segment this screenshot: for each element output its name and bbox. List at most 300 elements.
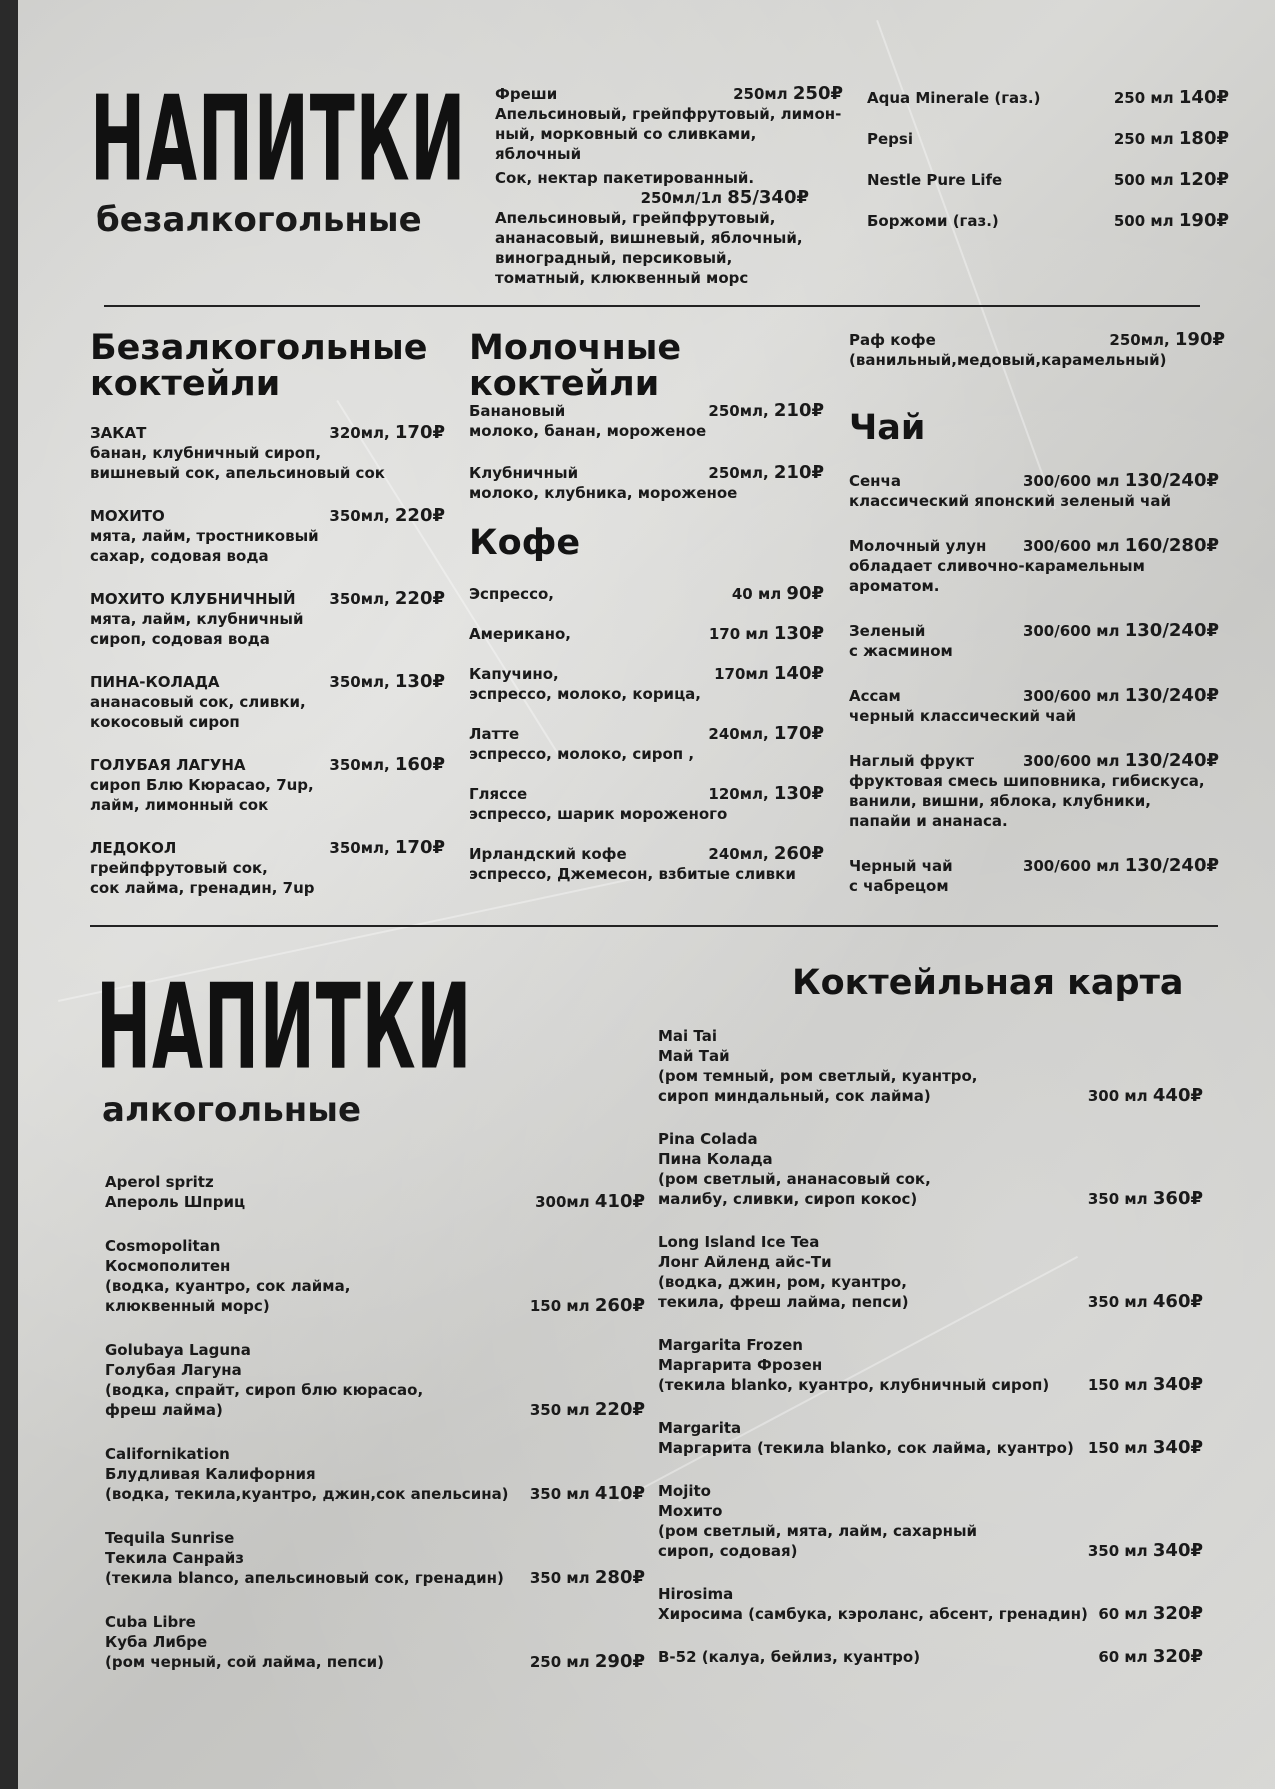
water-item (867, 129, 1229, 149)
item-price: 220₽ (594, 1399, 645, 1420)
item-row (849, 536, 1219, 556)
item-row (469, 401, 824, 421)
item-price: 170₽ (773, 723, 824, 744)
item-desc: эспрессо, шарик мороженого (469, 805, 728, 823)
juice-item (495, 168, 843, 288)
item-line: Margarita Frozen (658, 1336, 803, 1354)
item-line: (текила blanco, апельсиновый сок, гренадин) (105, 1569, 504, 1587)
item-price: 170₽ (394, 837, 445, 858)
menu-item (90, 506, 445, 566)
item-price-block (530, 1296, 645, 1316)
menu-item (469, 724, 824, 764)
item-row (469, 724, 824, 744)
item-name: Молочный улун (849, 537, 987, 555)
item-desc: с жасмином (849, 642, 953, 660)
item-price: 140₽ (773, 663, 824, 684)
item-desc: мята, лайм, тростниковый (90, 527, 319, 545)
cocktail-item (658, 1481, 1203, 1561)
item-desc: молоко, банан, мороженое (469, 422, 707, 440)
item-size: 350 мл (529, 1569, 590, 1587)
item-name: Банановый (469, 402, 566, 420)
item-row (658, 1541, 1203, 1561)
item-price-block (329, 672, 445, 692)
title-line: Молочные (469, 328, 682, 368)
item-line: Текила Санрайз (105, 1549, 245, 1567)
menu-item (849, 536, 1219, 596)
cocktail-item (658, 1647, 1203, 1667)
menu-item (469, 401, 824, 441)
item-desc: грейпфрутовый сок, (90, 859, 268, 877)
item-size: 250 мл (529, 1653, 590, 1671)
cocktail-item (658, 1026, 1203, 1106)
item-line: фреш лайма) (105, 1401, 223, 1419)
hero-title: НАПИТКИ (90, 72, 467, 209)
item-row (90, 755, 445, 775)
menu-page (18, 0, 1275, 1789)
item-price-block (329, 589, 445, 609)
item-desc: банан, клубничный сироп, (90, 444, 322, 462)
item-line: Pina Colada (658, 1130, 758, 1148)
item-price-block (530, 1568, 645, 1588)
item-price-block (1023, 856, 1219, 876)
item-name: Фреши (495, 85, 558, 103)
item-name: ЛЕДОКОЛ (90, 839, 177, 857)
item-size: 240мл, (708, 845, 769, 863)
item-size: 250мл (733, 85, 788, 103)
item-row (849, 751, 1219, 771)
divider (104, 305, 1200, 307)
item-row (90, 672, 445, 692)
item-name: Aqua Minerale (газ.) (867, 89, 1041, 107)
item-price: 340₽ (1152, 1374, 1203, 1395)
item-line: клюквенный морс) (105, 1297, 270, 1315)
item-price: 130/240₽ (1124, 750, 1219, 771)
alco-title: НАПИТКИ (96, 960, 473, 1097)
item-size: 60 мл (1098, 1605, 1148, 1623)
item-size: 150 мл (1087, 1439, 1148, 1457)
item-desc: томатный, клюквенный морс (495, 269, 749, 287)
item-price: 340₽ (1152, 1540, 1203, 1561)
item-price-block (732, 584, 824, 604)
item-price-block (1023, 536, 1219, 556)
title-line: коктейли (469, 364, 660, 404)
item-name: Клубничный (469, 464, 579, 482)
item-name: ПИНА-КОЛАДА (90, 673, 220, 691)
item-price: 250₽ (792, 83, 843, 104)
item-desc: фруктовая смесь шиповника, гибискуса, (849, 772, 1205, 790)
item-row (90, 506, 445, 526)
item-line: (водка, куантро, сок лайма, (105, 1277, 351, 1295)
item-price-block (1088, 1189, 1203, 1209)
item-row (849, 471, 1219, 491)
item-line: текила, фреш лайма, пепси) (658, 1293, 909, 1311)
item-price: 360₽ (1152, 1188, 1203, 1209)
item-name: Зеленый (849, 622, 926, 640)
item-size: 350 мл (1087, 1190, 1148, 1208)
item-line: сироп, содовая) (658, 1542, 798, 1560)
item-desc: ный, морковный со сливками, яблочный (495, 125, 757, 163)
item-line: (водка, спрайт, сироп блю кюрасао, (105, 1381, 424, 1399)
item-price: 340₽ (1152, 1437, 1203, 1458)
tea-list (849, 471, 1219, 921)
softcocktails-list (90, 423, 445, 921)
item-row (658, 1647, 1203, 1667)
cocktail-item (658, 1584, 1203, 1624)
item-size: 120мл, (708, 785, 769, 803)
menu-item (849, 621, 1219, 661)
item-row (469, 584, 824, 604)
item-desc: сироп Блю Кюрасао, 7up, (90, 776, 314, 794)
item-price-block (708, 401, 824, 421)
item-name: Ирландский кофе (469, 845, 627, 863)
item-line: Aperol spritz (105, 1173, 214, 1191)
item-price-block (329, 755, 445, 775)
item-desc: классический японский зеленый чай (849, 492, 1171, 510)
item-price-block (708, 463, 824, 483)
item-row (105, 1484, 645, 1504)
item-size: 250мл, (708, 464, 769, 482)
item-line: B-52 (калуа, бейлиз, куантро) (658, 1648, 921, 1666)
item-row (469, 664, 824, 684)
item-desc: с чабрецом (849, 877, 949, 895)
cocktail-item (105, 1528, 645, 1588)
item-price: 440₽ (1152, 1085, 1203, 1106)
menu-item (469, 844, 824, 884)
item-line: Mai Tai (658, 1027, 717, 1045)
item-name: Pepsi (867, 130, 913, 148)
item-price-block (708, 844, 824, 864)
item-row (90, 589, 445, 609)
item-line: (ром светлый, мята, лайм, сахарный (658, 1522, 978, 1540)
item-line: Hirosima (658, 1585, 734, 1603)
item-price-block (530, 1400, 645, 1420)
item-price: 130/240₽ (1124, 855, 1219, 876)
divider (90, 925, 1218, 927)
item-name: Боржоми (газ.) (867, 212, 999, 230)
item-line: Голубая Лагуна (105, 1361, 242, 1379)
item-price: 140₽ (1178, 87, 1229, 108)
menu-item (849, 471, 1219, 511)
item-name: ГОЛУБАЯ ЛАГУНА (90, 756, 246, 774)
item-size: 350мл, (329, 590, 390, 608)
menu-item (849, 751, 1219, 831)
item-row (105, 1192, 645, 1212)
item-row (658, 1292, 1203, 1312)
item-line: Cuba Libre (105, 1613, 196, 1631)
item-price-block (329, 506, 445, 526)
item-line: (ром светлый, ананасовый сок, (658, 1170, 931, 1188)
item-row (469, 463, 824, 483)
item-price-block (1023, 621, 1219, 641)
item-desc: вишневый сок, апельсиновый сок (90, 464, 385, 482)
item-line: Куба Либре (105, 1633, 208, 1651)
item-line: (текила blanko, куантро, клубничный сироп) (658, 1376, 1050, 1394)
item-line: Блудливая Калифорния (105, 1465, 316, 1483)
raf-item (849, 330, 1225, 370)
item-price-block (1098, 1604, 1203, 1624)
item-name: Сенча (849, 472, 901, 490)
item-price: 460₽ (1152, 1291, 1203, 1312)
cocktail-item (105, 1612, 645, 1672)
item-price-block (714, 664, 824, 684)
item-price-block (708, 784, 824, 804)
cocktail-item (105, 1172, 645, 1212)
item-size: 250 мл (1113, 130, 1174, 148)
item-name: Американо, (469, 625, 571, 643)
item-line: Маргарита Фрозен (658, 1356, 823, 1374)
title-line: коктейли (90, 364, 281, 404)
item-name: Раф кофе (849, 331, 936, 349)
item-price-block (709, 624, 824, 644)
item-price: 130/240₽ (1124, 685, 1219, 706)
item-price-block (708, 724, 824, 744)
item-price: 130/240₽ (1124, 470, 1219, 491)
item-name: Черный чай (849, 857, 953, 875)
item-row (469, 844, 824, 864)
coffee-list (469, 584, 824, 904)
item-line: Маргарита (текила blanko, сок лайма, куантро) (658, 1439, 1074, 1457)
item-price: 220₽ (394, 505, 445, 526)
softcocktails-title (90, 330, 427, 402)
item-price-block (329, 838, 445, 858)
cocktail-item (658, 1232, 1203, 1312)
item-size: 350 мл (529, 1401, 590, 1419)
item-size: 300/600 мл (1022, 857, 1120, 875)
item-price: 220₽ (394, 588, 445, 609)
item-desc: обладает сливочно-карамельным ароматом. (849, 557, 1145, 595)
item-price-block (1088, 1086, 1203, 1106)
item-row (90, 838, 445, 858)
cocktailcard-list (658, 1026, 1203, 1690)
item-line: Tequila Sunrise (105, 1529, 235, 1547)
item-price-block (329, 423, 445, 443)
milk-title (469, 330, 681, 402)
menu-item (90, 672, 445, 732)
alco-left-list (105, 1172, 645, 1696)
item-price-block (1023, 471, 1219, 491)
item-price: 160/280₽ (1124, 535, 1219, 556)
item-row (658, 1375, 1203, 1395)
item-name: МОХИТО КЛУБНИЧНЫЙ (90, 590, 296, 608)
item-price: 210₽ (773, 400, 824, 421)
item-desc: ванили, вишни, яблока, клубники, (849, 792, 1151, 810)
item-size: 350 мл (1087, 1542, 1148, 1560)
item-price: 170₽ (394, 422, 445, 443)
item-name: Капучино, (469, 665, 559, 683)
fresh-item (495, 84, 843, 164)
item-price-block (1088, 1438, 1203, 1458)
item-size: 350мл, (329, 673, 390, 691)
milk-list (469, 401, 824, 525)
item-size: 300/600 мл (1022, 687, 1120, 705)
item-name: ЗАКАТ (90, 424, 147, 442)
menu-item (469, 584, 824, 604)
item-line: Cosmopolitan (105, 1237, 221, 1255)
item-size: 350мл, (329, 756, 390, 774)
item-line: сироп миндальный, сок лайма) (658, 1087, 931, 1105)
cocktail-item (105, 1236, 645, 1316)
item-price-block (530, 1484, 645, 1504)
menu-item (90, 838, 445, 898)
item-line: малибу, сливки, сироп кокос) (658, 1190, 918, 1208)
water-item (867, 211, 1229, 231)
item-size: 170мл (714, 665, 769, 683)
coffee-title: Кофе (469, 523, 581, 563)
item-price-block (1088, 1541, 1203, 1561)
alco-subtitle: алкогольные (102, 1090, 362, 1130)
waters-list (867, 88, 1229, 231)
item-line: Лонг Айленд айс-Ти (658, 1253, 832, 1271)
menu-item (90, 755, 445, 815)
item-size: 500 мл (1113, 212, 1174, 230)
item-price-block (1023, 686, 1219, 706)
item-row (90, 423, 445, 443)
item-name: Наглый фрукт (849, 752, 975, 770)
cocktail-item (658, 1418, 1203, 1458)
cocktailcard-title: Коктейльная карта (792, 963, 1184, 1003)
item-size: 320мл, (329, 424, 390, 442)
item-size: 350мл, (329, 839, 390, 857)
item-price: 190₽ (1174, 329, 1225, 350)
item-desc: сироп, содовая вода (90, 630, 270, 648)
item-price-block (530, 1652, 645, 1672)
item-desc: эспрессо, молоко, сироп , (469, 745, 695, 763)
item-price: 130₽ (773, 783, 824, 804)
item-name: Эспрессо, (469, 585, 554, 603)
menu-item (90, 589, 445, 649)
menu-item (469, 664, 824, 704)
item-price: 85/340₽ (727, 187, 809, 208)
menu-item (469, 624, 824, 644)
item-size: 240мл, (708, 725, 769, 743)
item-line: Golubaya Laguna (105, 1341, 251, 1359)
item-row (849, 856, 1219, 876)
item-line: Пина Колада (658, 1150, 773, 1168)
item-size: 300/600 мл (1022, 622, 1120, 640)
item-row (658, 1604, 1203, 1624)
item-size: 250 мл (1113, 89, 1174, 107)
item-desc: кокосовый сироп (90, 713, 240, 731)
item-price: 290₽ (594, 1651, 645, 1672)
item-price: 410₽ (594, 1483, 645, 1504)
item-desc: папайи и ананаса. (849, 812, 1008, 830)
hero-subtitle: безалкогольные (96, 200, 422, 240)
item-name: МОХИТО (90, 507, 165, 525)
tea-title: Чай (849, 408, 926, 448)
item-size: 170 мл (708, 625, 769, 643)
item-size: 300/600 мл (1022, 752, 1120, 770)
item-desc: Апельсиновый, грейпфрутовый, лимон- (495, 105, 842, 123)
item-desc: молоко, клубника, мороженое (469, 484, 738, 502)
item-line: Космополитен (105, 1257, 231, 1275)
item-desc: черный классический чай (849, 707, 1077, 725)
item-row (105, 1652, 645, 1672)
cocktail-item (105, 1444, 645, 1504)
item-size: 150 мл (529, 1297, 590, 1315)
item-line: (ром темный, ром светлый, куантро, (658, 1067, 978, 1085)
item-row (849, 686, 1219, 706)
water-item (867, 170, 1229, 190)
item-size: 250мл, (1109, 331, 1170, 349)
item-row (105, 1400, 645, 1420)
item-size: 150 мл (1087, 1376, 1148, 1394)
item-price: 190₽ (1178, 210, 1229, 231)
item-row (469, 624, 824, 644)
item-price-block (1023, 751, 1219, 771)
item-size: 300мл (535, 1193, 590, 1211)
item-size: 350 мл (529, 1485, 590, 1503)
item-desc: ананасовый сок, сливки, (90, 693, 306, 711)
item-row (469, 784, 824, 804)
item-price: 320₽ (1152, 1603, 1203, 1624)
item-price: 260₽ (773, 843, 824, 864)
item-price-block (1088, 1375, 1203, 1395)
item-desc: Апельсиновый, грейпфрутовый, (495, 209, 776, 227)
item-price: 120₽ (1178, 169, 1229, 190)
item-size: 250мл/1л (640, 189, 723, 207)
item-row (105, 1296, 645, 1316)
cocktail-item (658, 1335, 1203, 1395)
item-line: Мохито (658, 1502, 723, 1520)
item-size: 60 мл (1098, 1648, 1148, 1666)
item-desc: эспрессо, Джемесон, взбитые сливки (469, 865, 796, 883)
item-desc: (ванильный,медовый,карамельный) (849, 351, 1167, 369)
item-price-block (1098, 1647, 1203, 1667)
item-row (658, 1438, 1203, 1458)
item-desc: мята, лайм, клубничный (90, 610, 304, 628)
item-size: 250мл, (708, 402, 769, 420)
menu-item (849, 856, 1219, 896)
item-name: Гляссе (469, 785, 528, 803)
item-size: 500 мл (1113, 171, 1174, 189)
item-name: Nestle Pure Life (867, 171, 1003, 189)
menu-item (90, 423, 445, 483)
item-size: 300/600 мл (1022, 537, 1120, 555)
item-size: 350мл, (329, 507, 390, 525)
item-size: 300/600 мл (1022, 472, 1120, 490)
item-desc: эспрессо, молоко, корица, (469, 685, 702, 703)
item-line: (водка, текила,куантро, джин,сок апельсина) (105, 1485, 509, 1503)
item-price-block (1088, 1292, 1203, 1312)
cocktail-item (658, 1129, 1203, 1209)
item-row (105, 1568, 645, 1588)
item-row (658, 1189, 1203, 1209)
item-desc: сок лайма, гренадин, 7up (90, 879, 315, 897)
item-price: 160₽ (394, 754, 445, 775)
item-line: Long Island Ice Tea (658, 1233, 820, 1251)
item-row (658, 1086, 1203, 1106)
item-line: Хиросима (самбука, кэроланс, абсент, гренадин) (658, 1605, 1088, 1623)
item-desc: ананасовый, вишневый, яблочный, (495, 229, 803, 247)
item-line: Californikation (105, 1445, 230, 1463)
item-line: (водка, джин, ром, куантро, (658, 1273, 907, 1291)
item-name: Ассам (849, 687, 901, 705)
item-price: 180₽ (1178, 128, 1229, 149)
water-item (867, 88, 1229, 108)
item-price: 130/240₽ (1124, 620, 1219, 641)
item-price: 260₽ (594, 1295, 645, 1316)
item-price: 320₽ (1152, 1646, 1203, 1667)
menu-item (849, 686, 1219, 726)
item-size: 300 мл (1087, 1087, 1148, 1105)
item-price: 90₽ (786, 583, 824, 604)
item-name: Латте (469, 725, 520, 743)
item-name: Сок, нектар пакетированный. (495, 169, 755, 187)
menu-item (469, 784, 824, 824)
cocktail-item (105, 1340, 645, 1420)
item-price: 410₽ (594, 1191, 645, 1212)
item-row (849, 621, 1219, 641)
